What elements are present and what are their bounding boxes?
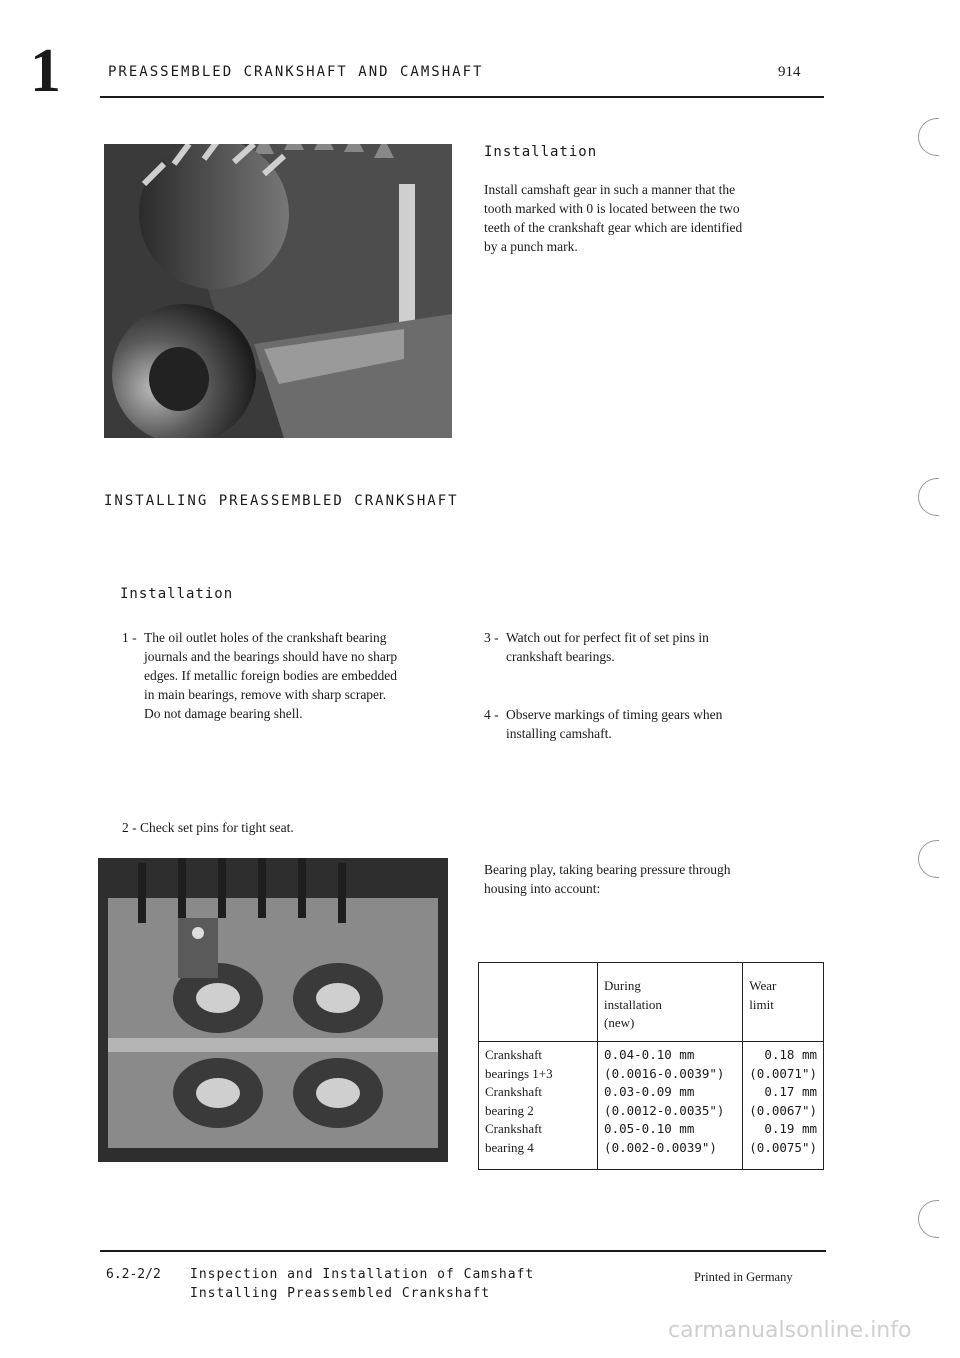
- text-line: teeth of the crankshaft gear which are identified: [484, 220, 743, 235]
- step-2: [122, 818, 452, 837]
- text-line: Check set pins for tight seat.: [140, 820, 294, 835]
- text-line: (0.0067"): [749, 1102, 817, 1118]
- text-line: (new): [604, 1015, 635, 1030]
- binder-hole-mark: [918, 840, 939, 878]
- text-line: Crankshaft: [485, 1121, 543, 1137]
- text-line: The oil outlet holes of the crankshaft bearing: [144, 630, 387, 645]
- binder-hole-mark: [918, 118, 939, 156]
- section-title: INSTALLING PREASSEMBLED CRANKSHAFT: [104, 493, 459, 509]
- camshaft-installation-heading: Installation: [484, 144, 598, 160]
- camshaft-gear-photo: [104, 144, 452, 438]
- page-header-title: PREASSEMBLED CRANKSHAFT AND CAMSHAFT: [108, 64, 484, 80]
- text-line: tooth marked with 0 is located between the two: [484, 201, 740, 216]
- printed-in-germany: Printed in Germany: [694, 1270, 793, 1284]
- footer-section-code: 6.2-2/2: [106, 1267, 161, 1282]
- section-number: 1: [30, 37, 61, 105]
- text-line: bearings 1+3: [485, 1065, 553, 1081]
- text-line: installation: [604, 996, 662, 1012]
- text-line: Crankshaft: [485, 1084, 543, 1100]
- text-line: limit: [749, 996, 774, 1012]
- footer-title-line-1: Inspection and Installation of Camshaft: [190, 1267, 535, 1282]
- table-row: [479, 1042, 824, 1170]
- text-line: 0.17 mm: [764, 1084, 817, 1100]
- binder-hole-mark: [918, 478, 939, 516]
- text-line: edges. If metallic foreign bodies are embedded: [144, 668, 398, 683]
- text-line: crankshaft bearings.: [506, 649, 615, 664]
- bearing-play-intro: [484, 860, 824, 898]
- table-header-cell: [479, 963, 598, 1042]
- text-line: Watch out for perfect fit of set pins in: [506, 630, 709, 645]
- table-cell: [598, 1042, 743, 1170]
- step-label: 3 -: [484, 630, 499, 645]
- footer-title-line-2: Installing Preassembled Crankshaft: [190, 1286, 491, 1301]
- step-label: 2 -: [122, 820, 137, 835]
- text-line: 0.19 mm: [764, 1121, 817, 1137]
- table-header-row: [479, 963, 824, 1042]
- footer-rule: [100, 1250, 826, 1252]
- text-line: During: [604, 978, 641, 993]
- step-4: [484, 705, 824, 743]
- table-cell: [479, 1042, 598, 1170]
- text-line: bearing 4: [485, 1139, 534, 1155]
- text-line: installing camshaft.: [506, 726, 612, 741]
- crankcase-photo: [98, 858, 448, 1162]
- step-label: 4 -: [484, 707, 499, 722]
- camshaft-installation-text: [484, 180, 824, 256]
- text-line: Bearing play, taking bearing pressure through: [484, 862, 731, 877]
- text-line: Observe markings of timing gears when: [506, 707, 723, 722]
- text-line: bearing 2: [485, 1102, 534, 1118]
- binder-hole-mark: [918, 1200, 939, 1238]
- text-line: Wear: [749, 978, 777, 993]
- text-line: by a punch mark.: [484, 239, 578, 254]
- text-line: 0.18 mm: [764, 1047, 817, 1063]
- text-line: housing into account:: [484, 881, 601, 896]
- table-header-cell: [743, 963, 824, 1042]
- text-line: (0.0016-0.0039"): [604, 1065, 725, 1081]
- bearing-play-table: [478, 962, 824, 1170]
- text-line: 0.03-0.09 mm: [604, 1084, 695, 1100]
- text-line: 0.05-0.10 mm: [604, 1121, 695, 1137]
- text-line: in main bearings, remove with sharp scraper.: [144, 687, 387, 702]
- text-line: journals and the bearings should have no sharp: [144, 649, 398, 664]
- text-line: Crankshaft: [485, 1047, 543, 1063]
- text-line: (0.0071"): [749, 1065, 817, 1081]
- page-number: 914: [778, 64, 801, 80]
- header-rule: [100, 96, 824, 98]
- text-line: (0.0012-0.0035"): [604, 1102, 725, 1118]
- table-header-cell: [598, 963, 743, 1042]
- step-3: [484, 628, 824, 666]
- crankshaft-installation-heading: Installation: [120, 586, 234, 602]
- step-label: 1 -: [122, 630, 137, 645]
- text-line: Do not damage bearing shell.: [144, 706, 303, 721]
- text-line: 0.04-0.10 mm: [604, 1047, 695, 1063]
- table-cell: [743, 1042, 824, 1170]
- step-1: [122, 628, 452, 723]
- text-line: (0.0075"): [749, 1139, 817, 1155]
- text-line: Install camshaft gear in such a manner that the: [484, 182, 736, 197]
- watermark: carmanualsonline.info: [668, 1318, 912, 1343]
- text-line: (0.002-0.0039"): [604, 1139, 717, 1155]
